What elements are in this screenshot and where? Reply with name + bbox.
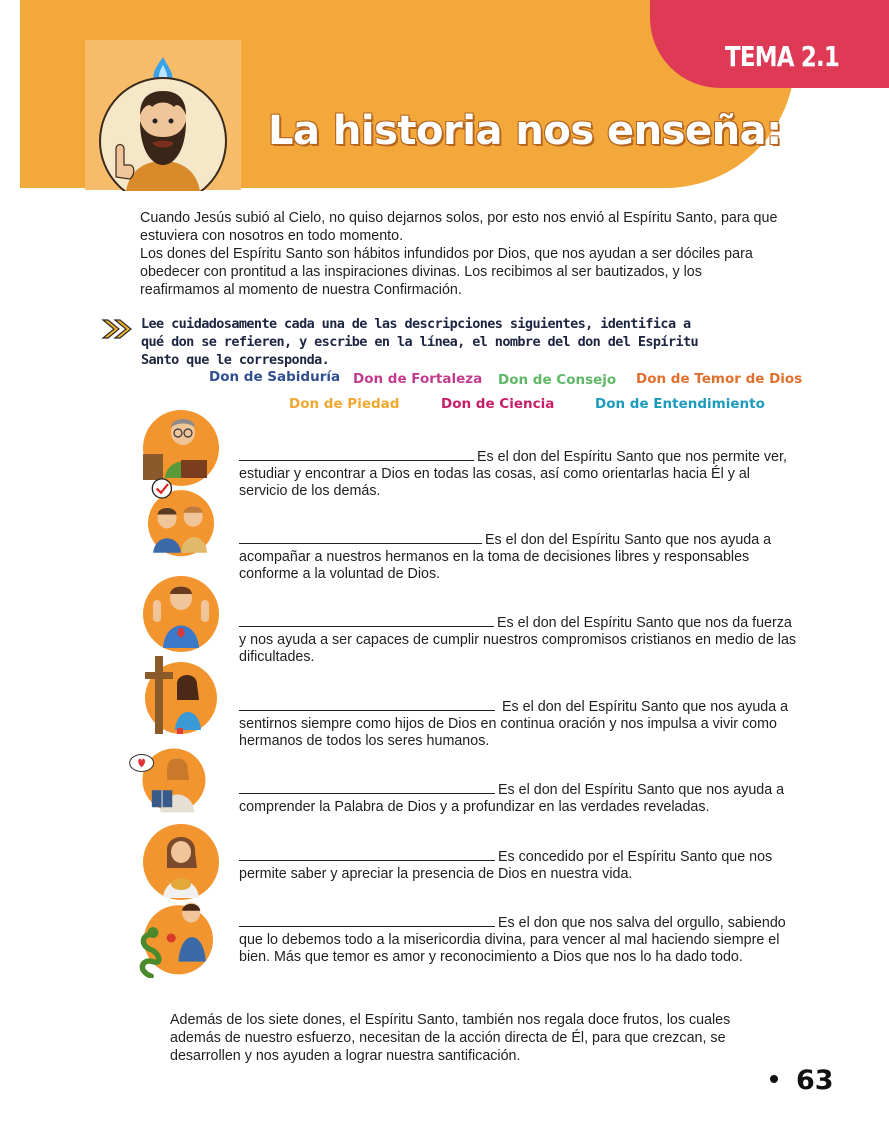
- item-2: [239, 529, 799, 583]
- item-1-text: Es el don del Espíritu Santo que nos permite ver, estudiar y encontrar a Dios en todas las cosas, así como orientarlas hacia Él y al servicio de los demás.: [239, 449, 787, 499]
- intro-paragraph-2: Los dones del Espíritu Santo son hábitos infundidos por Dios, que nos ayudan a ser dóciles para obedecer con prontitud a las inspiraciones divinas. Los recibimos al ser bautizados, y los reafirmamos al momento de nuestra Confirmación.: [140, 246, 753, 298]
- answer-blank-2[interactable]: [239, 529, 482, 544]
- double-chevron-icon: [101, 317, 135, 341]
- boy-with-serpent-icon: [133, 898, 213, 978]
- item-7-text: Es el don que nos salva del orgullo, sabiendo que lo debemos todo a la misericordia divina, para vencer al mal haciendo siempre el bien. Más que temor es amor y reconocimiento a Dios que nos lo ha dado todo.: [239, 915, 786, 965]
- intro-text: [140, 209, 780, 299]
- gift-sabiduria: Don de Sabiduría: [209, 369, 341, 385]
- girl-praying-cross-icon: [141, 656, 221, 736]
- gift-ciencia: Don de Ciencia: [441, 396, 555, 412]
- answer-blank-7[interactable]: [239, 912, 495, 927]
- answer-blank-6[interactable]: [239, 846, 495, 861]
- item-5-text: Es el don del Espíritu Santo que nos ayuda a comprender la Palabra de Dios y a profundizar en las verdades reveladas.: [239, 782, 785, 815]
- girl-wondering-icon: [141, 822, 221, 902]
- saint-portrait-icon: [86, 57, 240, 191]
- item-4-text: Es el don del Espíritu Santo que nos ayuda a sentirnos siempre como hijos de Dios en continua oración y nos impulsa a vivir como hermanos de todos los seres humanos.: [239, 699, 789, 749]
- girl-reading-bible-icon: [128, 740, 208, 820]
- answer-blank-4[interactable]: [239, 696, 495, 711]
- item-4: [239, 696, 799, 750]
- answer-blank-5[interactable]: [239, 779, 495, 794]
- item-3-text: Es el don del Espíritu Santo que nos da fuerza y nos ayuda a ser capaces de cumplir nuestros compromisos cristianos en medio de las dificultades.: [239, 615, 797, 665]
- page-number-value: 63: [796, 1065, 834, 1096]
- gift-fortaleza: Don de Fortaleza: [353, 371, 483, 387]
- instructions: Lee cuidadosamente cada una de las descripciones siguientes, identifica a qué don se refieren, y escribe en la línea, el nombre del don del Espíritu Santo que le corresponda.: [141, 316, 699, 368]
- bullet-icon: [770, 1075, 778, 1083]
- item-7: [239, 912, 799, 966]
- item-5: [239, 779, 799, 816]
- intro-paragraph-1: Cuando Jesús subió al Cielo, no quiso dejarnos solos, por esto nos envió al Espíritu Santo, para que estuviera con nosotros en todo momento.: [140, 210, 778, 244]
- item-6-text: Es concedido por el Espíritu Santo que nos permite saber y apreciar la presencia de Dios en nuestra vida.: [239, 849, 773, 882]
- page-title: La historia nos enseña:: [268, 108, 782, 154]
- item-3: [239, 612, 799, 666]
- page-number: [770, 1065, 834, 1096]
- closing-paragraph: Además de los siete dones, el Espíritu Santo, también nos regala doce frutos, los cuales además de nuestro esfuerzo, necesitan de la acción directa de Él, para que crezcan, se desarrollen y nos ayuden a lograr nuestra santificación.: [170, 1012, 731, 1064]
- item-2-text: Es el don del Espíritu Santo que nos ayuda a acompañar a nuestros hermanos en la toma de decisiones libres y responsables conforme a la voluntad de Dios.: [239, 532, 772, 582]
- two-boys-talking-icon: [141, 478, 221, 558]
- topic-tag: TEMA 2.1: [725, 40, 840, 73]
- gift-entendimiento: Don de Entendimiento: [595, 396, 765, 412]
- gift-consejo: Don de Consejo: [498, 372, 617, 388]
- gift-piedad: Don de Piedad: [289, 396, 400, 412]
- answer-blank-1[interactable]: [239, 446, 474, 461]
- item-6: [239, 846, 799, 883]
- gift-temor-de-dios: Don de Temor de Dios: [636, 371, 803, 387]
- reading-grandfather-icon: [141, 408, 221, 488]
- answer-blank-3[interactable]: [239, 612, 494, 627]
- strong-boy-icon: [141, 574, 221, 654]
- item-1: [239, 446, 799, 500]
